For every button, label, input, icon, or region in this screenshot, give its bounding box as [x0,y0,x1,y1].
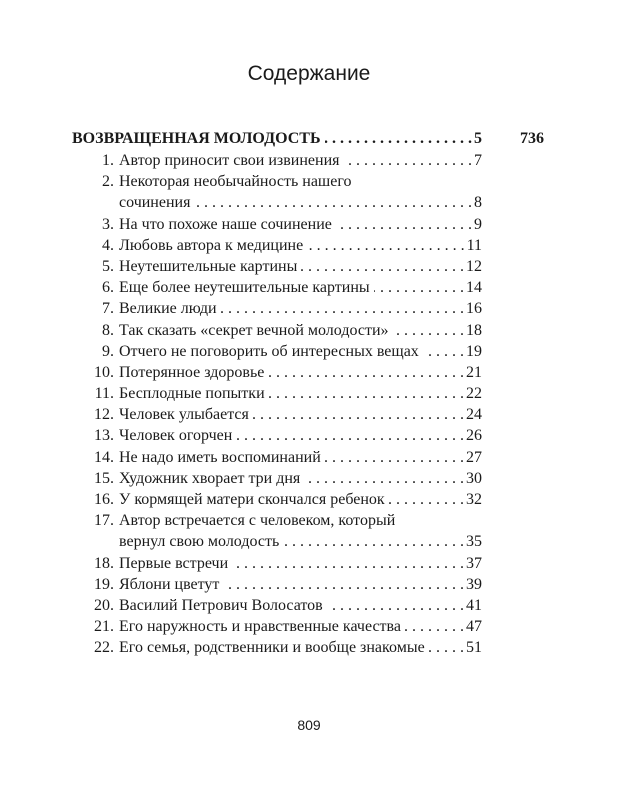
side-number: 736 [520,130,544,147]
entry-title: Неутешительные картины [119,257,298,275]
entry-number: 21. [94,618,114,636]
entry-page: 37 [466,554,482,572]
table-of-contents [72,127,482,659]
entry-title: Человек огорчен [119,427,233,445]
dot-leader [307,235,464,256]
toc-entry[interactable] [72,595,482,616]
dot-leader [236,425,464,446]
entry-title: Отчего не поговорить об интересных вещах [119,342,419,360]
entry-number: 3. [102,215,114,233]
entry-page: 41 [466,596,482,614]
dot-leader [269,383,464,404]
entry-title: Первые встречи [119,554,229,572]
entry-page: 35 [466,533,482,551]
toc-entry[interactable] [72,553,482,574]
toc-entry[interactable] [72,637,482,658]
entry-title: Василий Петрович Волосатов [119,596,323,614]
entry-title: Не надо иметь воспоминаний [119,448,321,466]
entry-number: 1. [102,152,114,169]
toc-entry[interactable] [72,171,482,192]
dot-leader [336,214,472,235]
dot-leader [304,468,464,489]
entry-page: 12 [466,257,482,275]
dot-leader [429,637,464,658]
entry-page: 24 [466,406,482,424]
entry-page: 16 [466,300,482,318]
dot-leader [253,404,464,425]
section-page: 5 [474,130,482,147]
entry-number: 19. [94,575,114,593]
dot-leader [223,574,464,595]
toc-entry[interactable] [72,256,482,277]
entry-number: 12. [94,406,114,424]
entry-page: 26 [466,427,482,445]
toc-entry[interactable] [72,362,482,383]
entry-page: 18 [466,321,482,339]
entry-number: 2. [102,173,114,191]
toc-section[interactable] [72,127,482,150]
entry-title: Так сказать «секрет вечной молодости» [119,321,389,339]
entry-title: сочинения [119,194,191,212]
entry-number: 6. [102,279,114,297]
page-title: Содержание [247,62,371,85]
entry-title: Человек улыбается [119,406,249,424]
entry-title: Еще более неутешительные картины [119,279,370,297]
dot-leader [389,489,464,510]
dot-leader [405,616,464,637]
toc-entry[interactable] [72,298,482,319]
entry-number: 20. [94,596,114,614]
entry-number: 16. [94,491,114,508]
entry-title: Великие люди [119,300,217,318]
dot-leader [283,531,464,552]
toc-entry[interactable] [72,468,482,489]
toc-entry[interactable] [72,383,482,404]
toc-entry[interactable] [72,235,482,256]
entry-number: 5. [102,257,114,275]
entry-number: 22. [94,639,114,657]
entry-page: 27 [466,448,482,466]
entry-title: Потерянное здоровье [119,363,265,381]
entry-page: 19 [466,342,482,360]
entry-title: Яблони цветут [119,575,220,593]
toc-entry[interactable] [72,150,482,171]
dot-leader [221,298,464,319]
entry-number: 10. [94,363,114,381]
entry-number: 18. [94,554,114,572]
dot-leader [301,256,464,277]
entry-page: 51 [466,639,482,657]
entry-page: 14 [466,279,482,297]
entry-page: 8 [474,194,482,212]
entry-page: 39 [466,575,482,593]
toc-entry[interactable] [72,574,482,595]
toc-entry[interactable] [72,214,482,235]
entry-title: Его семья, родственники и вообще знакомые [119,639,425,657]
entry-title: Автор приносит свои извинения [119,152,340,169]
entry-title: Художник хворает три дня [119,469,301,487]
entry-title: Автор встречается с человеком, который [119,512,396,530]
toc-entry[interactable] [72,320,482,341]
toc-entry[interactable] [72,192,482,213]
entry-title: Его наружность и нравственные качества [119,618,401,636]
entry-page: 30 [466,469,482,487]
dot-leader [374,277,464,298]
toc-entry[interactable] [72,616,482,637]
entry-title: У кормящей матери скончался ребенок [119,491,385,508]
dot-leader [194,192,472,213]
toc-entry[interactable] [72,489,482,510]
toc-entry[interactable] [72,425,482,446]
dot-leader [232,553,464,574]
dot-leader [268,362,464,383]
toc-entry[interactable] [72,531,482,552]
entry-page: 9 [474,215,482,233]
entry-number: 17. [94,512,114,530]
entry-page: 21 [466,363,482,381]
dot-leader [423,341,464,362]
entry-title: Некоторая необычайность нашего [119,173,352,191]
toc-entry[interactable] [72,510,482,531]
entry-page: 22 [466,385,482,403]
dot-leader [327,595,464,616]
dot-leader [393,320,464,341]
entry-page: 47 [466,618,482,636]
toc-entry[interactable] [72,447,482,468]
page-number: 809 [297,717,321,733]
entry-number: 9. [102,342,114,360]
entry-number: 13. [94,427,114,445]
entry-number: 11. [94,385,114,403]
entry-page: 32 [466,491,482,508]
entry-page: 7 [474,152,482,169]
entry-number: 8. [102,321,114,339]
entry-number: 7. [102,300,114,318]
dot-leader [344,150,473,171]
entry-page: 11 [466,236,482,254]
toc-entry[interactable] [72,404,482,425]
entry-title: Любовь автора к медицине [119,236,304,254]
entry-title: На что похоже наше сочинение [119,215,332,233]
entry-title: вернул свою молодость [119,533,280,551]
toc-entry[interactable] [72,277,482,298]
entry-title: Бесплодные попытки [119,385,265,403]
section-title: ВОЗВРАЩЕННАЯ МОЛОДОСТЬ [72,130,321,147]
dot-leader [325,447,464,468]
entry-number: 4. [102,236,114,254]
toc-entry[interactable] [72,341,482,362]
entry-number: 15. [94,469,114,487]
dot-leader [325,127,472,150]
entry-number: 14. [94,448,114,466]
